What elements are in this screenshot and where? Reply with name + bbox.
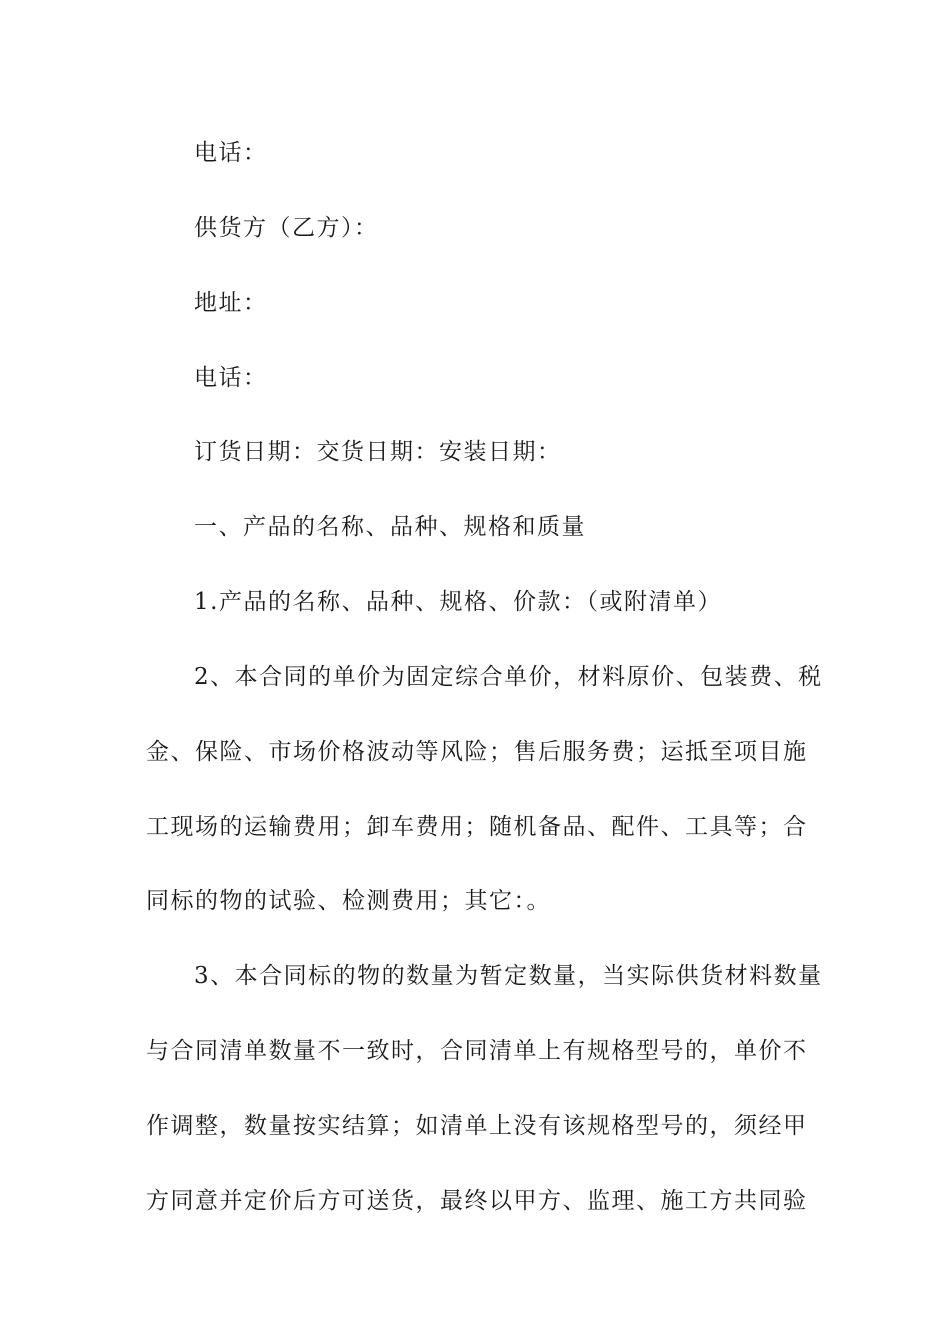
clause-3-line: 3、本合同标的物的数量为暂定数量，当实际供货材料数量 [194, 963, 823, 989]
clause-3-line: 作调整，数量按实结算；如清单上没有该规格型号的，须经甲 [146, 1113, 808, 1139]
clause-3-line: 与合同清单数量不一致时，合同清单上有规格型号的，单价不 [146, 1038, 808, 1064]
clause-3-line: 方同意并定价后方可送货，最终以甲方、监理、施工方共同验 [146, 1188, 808, 1214]
clause-2-line: 2、本合同的单价为固定综合单价，材料原价、包装费、税 [194, 664, 823, 690]
supplier-address-label: 地址： [194, 290, 268, 316]
section-heading: 一、产品的名称、品种、规格和质量 [194, 514, 586, 540]
clause-2-line: 金、保险、市场价格波动等风险；售后服务费；运抵至项目施 [146, 739, 808, 765]
clause-2-line: 同标的物的试验、检测费用；其它：。 [146, 888, 551, 914]
clause-2-line: 工现场的运输费用；卸车费用；随机备品、配件、工具等；合 [146, 814, 808, 840]
supplier-label: 供货方（乙方）： [194, 215, 379, 241]
dates-line: 订货日期：交货日期：安装日期： [194, 439, 562, 465]
buyer-phone-label: 电话： [194, 140, 268, 166]
supplier-phone-label: 电话： [194, 365, 268, 391]
clause-1: 1.产品的名称、品种、规格、价款：（或附清单） [194, 589, 722, 615]
